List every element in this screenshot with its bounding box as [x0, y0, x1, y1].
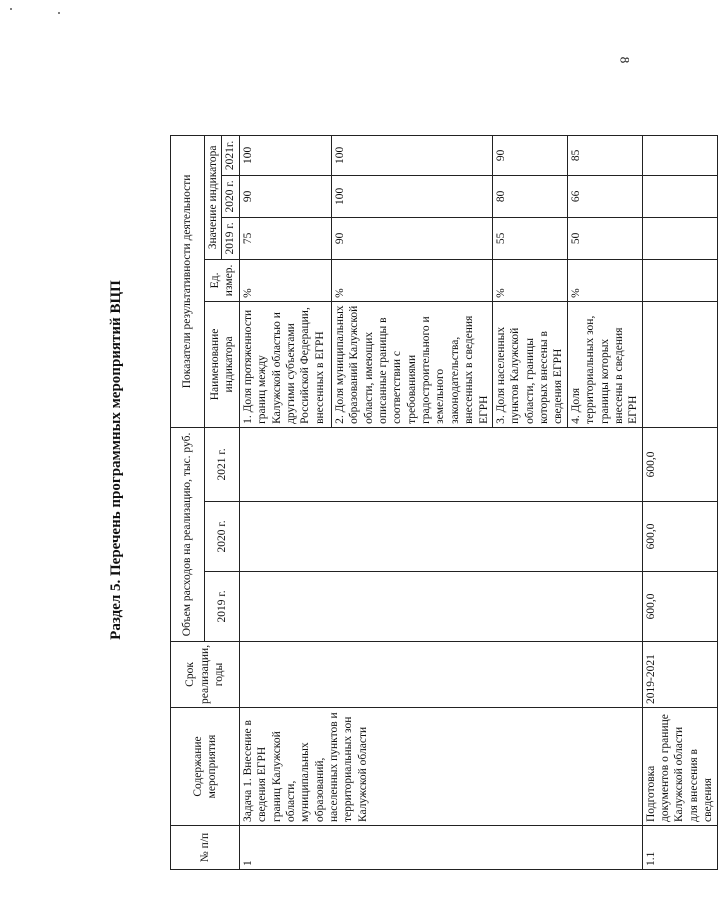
indicator-value-2019: 55: [492, 217, 567, 259]
table-row: [239, 135, 331, 869]
header-val-2019: 2019 г.: [222, 217, 239, 259]
activity-term: 2019-2021: [642, 641, 717, 707]
indicator-unit: %: [331, 259, 492, 301]
header-ind-value: Значение индикатора: [205, 135, 222, 259]
indicator-name: 1. Доля протяженности границ между Калужской областью и другими субъектами Российской Федерации, внесенных в ЕГРН: [239, 301, 331, 427]
table-row: [642, 135, 717, 869]
activity-indicator-cell: [642, 301, 717, 427]
indicator-value-2021: 85: [567, 135, 642, 175]
scan-speck: [58, 12, 60, 14]
header-exp-2019: 2019 г.: [205, 571, 240, 641]
header-content: Содержание мероприятия: [171, 708, 240, 826]
activity-exp-2020: 600,0: [642, 501, 717, 571]
indicator-name: 2. Доля муниципальных образований Калужской области, имеющих описанные границы в соответствии с требованиями градостроительного и земельного законодательства, внесенных в сведения ЕГРН: [331, 301, 492, 427]
task-num: 1: [239, 826, 642, 870]
indicator-value-2020: 66: [567, 175, 642, 217]
task-exp-2020-cell: [239, 501, 642, 571]
activity-unit-cell: [642, 259, 717, 301]
activity-content: Подготовка документов о границе Калужской области для внесения в сведения: [642, 708, 717, 826]
indicator-value-2019: 90: [331, 217, 492, 259]
header-term: Срок реализации, годы: [171, 641, 240, 707]
indicator-value-2021: 100: [239, 135, 331, 175]
activity-v2020-cell: [642, 175, 717, 217]
indicator-value-2020: 80: [492, 175, 567, 217]
header-num: № п/п: [171, 826, 240, 870]
section-title: Раздел 5. Перечень программных мероприятий ВЦП: [108, 280, 124, 640]
indicator-value-2020: 90: [239, 175, 331, 217]
page-number: 8: [616, 56, 632, 64]
activity-exp-2021: 600,0: [642, 427, 717, 501]
indicator-unit: %: [239, 259, 331, 301]
indicator-unit: %: [492, 259, 567, 301]
indicator-name: 4. Доля территориальных зон, границы которых внесены в сведения ЕГРН: [567, 301, 642, 427]
header-val-2021: 2021г.: [222, 135, 239, 175]
activity-v2021-cell: [642, 135, 717, 175]
rotated-page: [108, 50, 715, 870]
task-content: Задача 1. Внесение в сведения ЕГРН границ Калужской области, муниципальных образований, населенных пунктов и территориальных зон Калужской области: [239, 708, 642, 826]
indicator-value-2019: 75: [239, 217, 331, 259]
task-exp-2021-cell: [239, 427, 642, 501]
activity-v2019-cell: [642, 217, 717, 259]
header-indicators: Показатели результативности деятельности: [171, 135, 205, 427]
activity-exp-2019: 600,0: [642, 571, 717, 641]
indicator-unit: %: [567, 259, 642, 301]
header-expenses: Объем расходов на реализацию, тыс. руб.: [171, 427, 205, 641]
task-term-cell: [239, 641, 642, 707]
indicator-name: 3. Доля населенных пунктов Калужской области, границы которых внесены в сведения ЕГРН: [492, 301, 567, 427]
scan-speck: [10, 8, 12, 10]
header-unit: Ед. измер.: [205, 259, 240, 301]
activity-num: 1.1: [642, 826, 717, 870]
header-row-1: [171, 135, 205, 869]
indicator-value-2021: 100: [331, 135, 492, 175]
indicator-value-2020: 100: [331, 175, 492, 217]
indicator-value-2021: 90: [492, 135, 567, 175]
indicator-value-2019: 50: [567, 217, 642, 259]
task-exp-2019-cell: [239, 571, 642, 641]
activities-table: [170, 135, 718, 870]
header-ind-name: Наименование индикатора: [205, 301, 240, 427]
header-exp-2020: 2020 г.: [205, 501, 240, 571]
header-exp-2021: 2021 г.: [205, 427, 240, 501]
header-val-2020: 2020 г.: [222, 175, 239, 217]
